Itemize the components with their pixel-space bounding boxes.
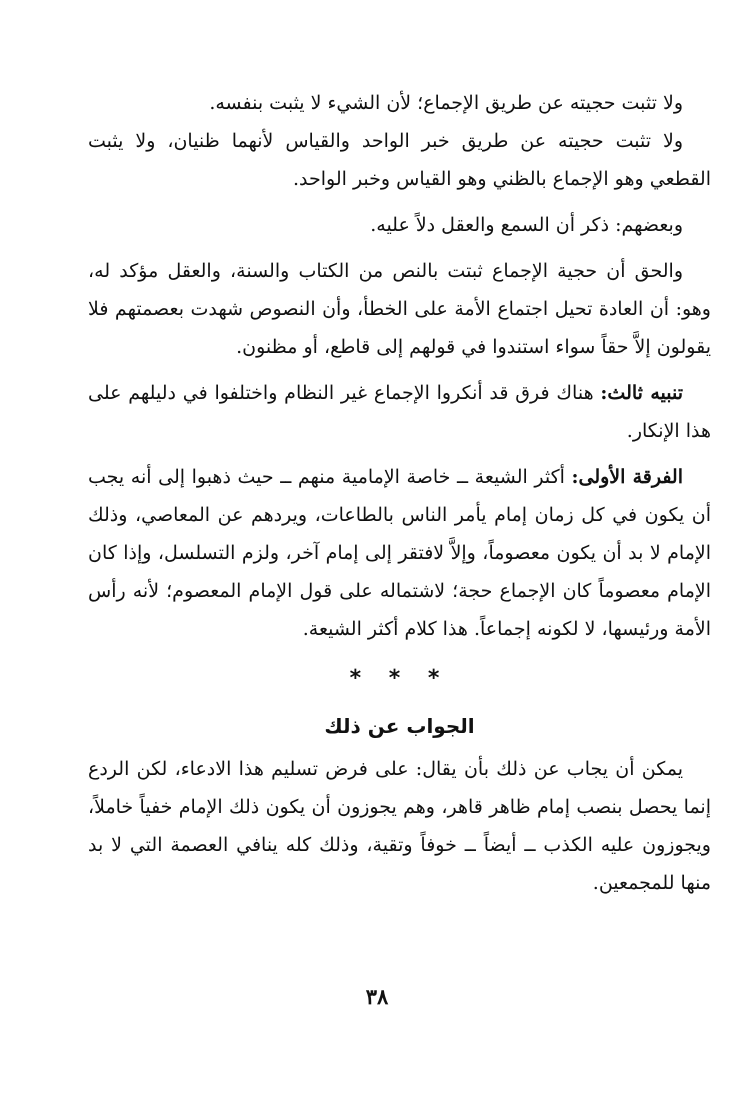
section-separator: * * *	[349, 666, 450, 691]
tanbih-lead: تنبيه ثالث:	[600, 382, 683, 404]
firqa-lead: الفرقة الأولى:	[571, 466, 683, 488]
paragraph-al-haqq: والحق أن حجية الإجماع ثبتت بالنص من الكتاب والسنة، والعقل مؤكد له، وهو: أن العادة تحيل اجتماع الأمة على الخطأ، وأن النصوص شهدت بعصمتهم فلا يقولون إلاَّ حقاً سواء استندوا في قولهم إلى قاطع، أو مظنون.	[88, 260, 711, 358]
page-number: ٣٨	[365, 984, 389, 1009]
paragraph-firqa-ula	[88, 458, 711, 648]
tanbih-text: هناك فرق قد أنكروا الإجماع غير النظام واختلفوا في دليلهم على هذا الإنكار.	[88, 382, 711, 442]
paragraph-hujjiya-ijma: ولا تثبت حجيته عن طريق الإجماع؛ لأن الشيء لا يثبت بنفسه.	[209, 92, 683, 114]
paragraph-khabar-wahid: ولا تثبت حجيته عن طريق خبر الواحد والقياس لأنهما ظنيان، ولا يثبت القطعي وهو الإجماع بالظني وهو القياس وخبر الواحد.	[88, 130, 711, 190]
firqa-text: أكثر الشيعة ــ خاصة الإمامية منهم ــ حيث ذهبوا إلى أنه يجب أن يكون في كل زمان إمام يأمر الناس بالطاعات، ويردهم عن المعاصي، وذلك الإمام لا بد أن يكون معصوماً، وإلاَّ لافتقر إلى إمام آخر، ولزم التسلسل، وإذا كان الإمام معصوماً كان الإجماع حجة؛ لاشتماله على قول الإمام المعصوم؛ لأنه رأس الأمة ورئيسها، لا لكونه إجماعاً. هذا كلام أكثر الشيعة.	[88, 466, 711, 640]
page-body	[88, 84, 711, 902]
paragraph-sam-aql: وبعضهم: ذكر أن السمع والعقل دلاً عليه.	[370, 214, 683, 236]
paragraph-jawab: يمكن أن يجاب عن ذلك بأن يقال: على فرض تسليم هذا الادعاء، لكن الردع إنما يحصل بنصب إمام ظاهر قاهر، وهم يجوزون أن يكون ذلك الإمام خفياً خاملاً، ويجوزون عليه الكذب ــ أيضاً ــ خوفاً وتقية، وذلك كله ينافي العصمة التي لا بد منها للمجمعين.	[88, 758, 711, 894]
section-heading: الجواب عن ذلك	[324, 714, 475, 738]
paragraph-tanbih	[88, 374, 711, 450]
